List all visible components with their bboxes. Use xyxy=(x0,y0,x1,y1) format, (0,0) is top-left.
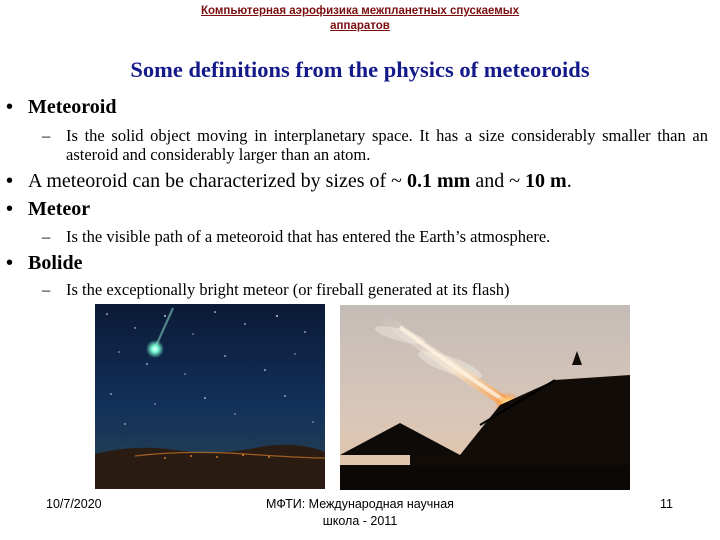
size-prefix: A meteoroid can be characterized by sizes of ~ xyxy=(28,170,407,192)
size-min: 0.1 mm xyxy=(406,170,471,192)
sub-meteor-text: Is the visible path of a meteoroid that has entered the Earth’s atmosphere. xyxy=(66,227,551,246)
bullet-dot: • xyxy=(6,252,14,274)
bullet-dot: • xyxy=(6,198,14,220)
sub-dash: – xyxy=(42,227,51,246)
sub-bolide-text: Is the exceptionally bright meteor (or fireball generated at its flash) xyxy=(66,280,510,299)
footer-date: 10/7/2020 xyxy=(46,497,102,511)
header-line-2: аппаратов xyxy=(330,20,390,32)
size-max: 10 m xyxy=(525,170,567,192)
bullet-meteor xyxy=(6,197,90,221)
sub-dash: – xyxy=(42,280,51,299)
slide-title: Some definitions from the physics of meteoroids xyxy=(130,57,590,82)
bullet-bolide xyxy=(6,251,82,275)
sub-meteoroid xyxy=(42,126,708,164)
size-end: . xyxy=(566,170,572,192)
footer-page-number: 11 xyxy=(660,497,673,511)
bolide-fireball-photo xyxy=(340,305,630,490)
sub-meteor xyxy=(42,227,708,246)
bullet-meteor-label: Meteor xyxy=(28,198,91,220)
bullet-meteoroid xyxy=(6,95,117,119)
bullet-dot: • xyxy=(6,96,14,118)
slide-header xyxy=(0,4,720,34)
header-line-1: Компьютерная аэрофизика межпланетных спускаемых xyxy=(200,5,519,17)
footer-center-line-1: МФТИ: Международная научная xyxy=(266,497,454,511)
sub-bolide xyxy=(42,280,708,299)
bullet-bolide-label: Bolide xyxy=(28,252,83,274)
footer-center xyxy=(245,496,475,530)
footer-center-line-2: школа - 2011 xyxy=(322,514,398,528)
sub-meteoroid-text: Is the solid object moving in interplanetary space. It has a size considerably smaller than an asteroid and considerably larger than an atom. xyxy=(66,126,708,164)
bullet-size xyxy=(6,169,572,193)
bullet-meteoroid-label: Meteoroid xyxy=(28,96,117,118)
size-and: and ~ xyxy=(470,170,526,192)
sub-dash: – xyxy=(42,126,51,145)
meteor-night-sky-photo xyxy=(95,304,325,489)
bullet-dot: • xyxy=(6,170,14,192)
